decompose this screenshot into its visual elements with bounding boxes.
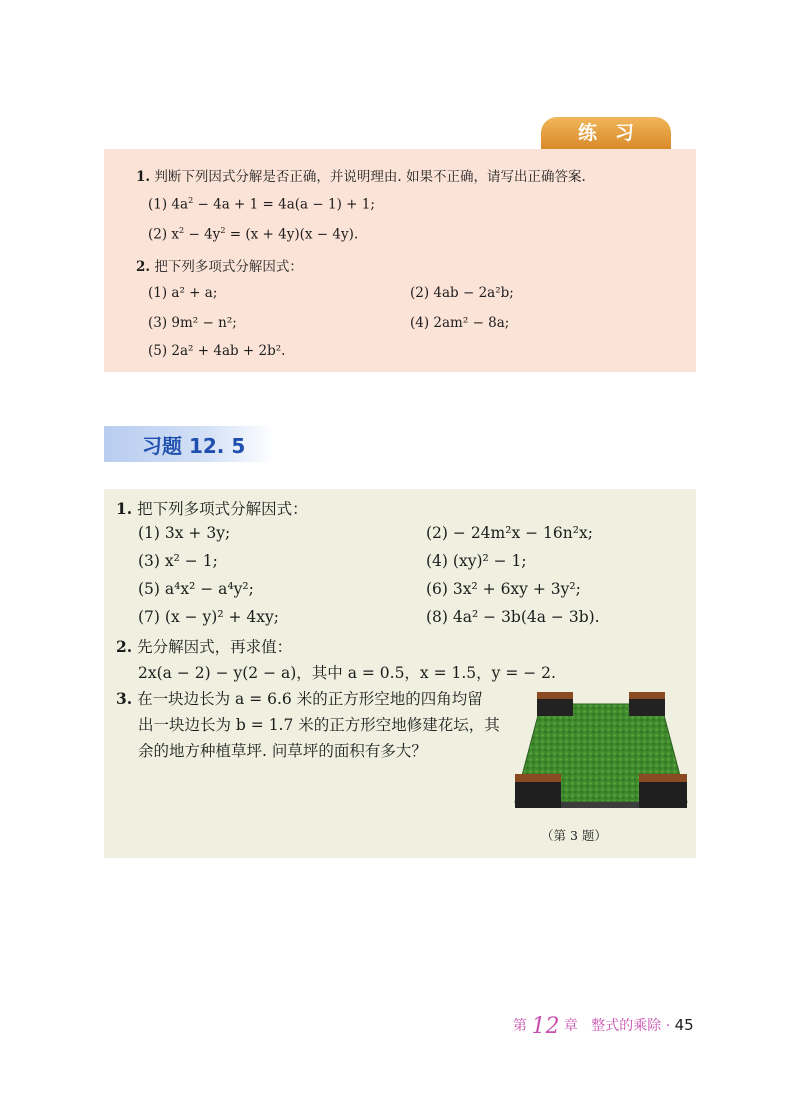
homework-q1: 1. 把下列多项式分解因式：: [116, 499, 308, 518]
flowerbed-top-right: [629, 692, 665, 716]
practice-q2-item-3: (3) 9m² − n²;: [148, 315, 237, 331]
homework-q3-line-2: 出一块边长为 b = 1.7 米的正方形空地修建花坛，其: [138, 716, 500, 734]
practice-q2-item-5: (5) 2a² + 4ab + 2b².: [148, 343, 286, 359]
homework-q1-item-8: (8) 4a² − 3b(4a − 3b).: [426, 608, 600, 626]
homework-q2: 2. 先分解因式，再求值：: [116, 637, 293, 656]
practice-box: [104, 149, 696, 372]
practice-tab: 练习: [541, 117, 671, 149]
homework-q1-item-5: (5) a⁴x² − a⁴y²;: [138, 580, 254, 598]
practice-q2: 2. 把下列多项式分解因式：: [136, 259, 303, 275]
homework-q1-item-1: (1) 3x + 3y;: [138, 524, 231, 542]
homework-box: [104, 489, 696, 858]
homework-q1-item-7: (7) (x − y)² + 4xy;: [138, 608, 279, 626]
practice-q2-item-1: (1) a² + a;: [148, 285, 218, 301]
practice-q1: 1. 判断下列因式分解是否正确，并说明理由. 如果不正确，请写出正确答案.: [136, 169, 586, 185]
page-number: 45: [674, 1016, 694, 1034]
homework-q1-item-2: (2) − 24m²x − 16n²x;: [426, 524, 593, 542]
homework-q1-item-4: (4) (xy)² − 1;: [426, 552, 527, 570]
figure-caption: （第 3 题）: [541, 828, 607, 843]
page-footer: 第 12 章 整式的乘除 · 45: [513, 1014, 694, 1039]
homework-title-banner: [104, 426, 274, 462]
practice-q1-item-2: (2) $x^2 - 4y^2 = (x + 4y)(x - 4y)$.: [148, 225, 359, 243]
flowerbed-bottom-left: [515, 774, 561, 808]
homework-q3-line-3: 余的地方种植草坪. 问草坪的面积有多大？: [138, 742, 427, 760]
homework-q3: 3. 在一块边长为 a = 6.6 米的正方形空地的四角均留: [116, 689, 483, 708]
practice-q2-item-2: (2) 4ab − 2a²b;: [410, 285, 514, 301]
homework-title: 习题 12. 5: [142, 434, 246, 458]
lawn-flowerbed-illustration: [511, 686, 689, 814]
flowerbed-bottom-right: [639, 774, 687, 808]
practice-q1-item-1: (1) $4a^2 - 4a + 1 = 4a(a - 1) + 1$;: [148, 195, 375, 213]
practice-q2-item-4: (4) 2am² − 8a;: [410, 315, 510, 331]
homework-q2-expr: 2x(a − 2) − y(2 − a)，其中 a = 0.5，x = 1.5，y = − 2.: [138, 664, 556, 682]
flowerbed-top-left: [537, 692, 573, 716]
homework-q1-item-3: (3) x² − 1;: [138, 552, 218, 570]
homework-q1-item-6: (6) 3x² + 6xy + 3y²;: [426, 580, 581, 598]
